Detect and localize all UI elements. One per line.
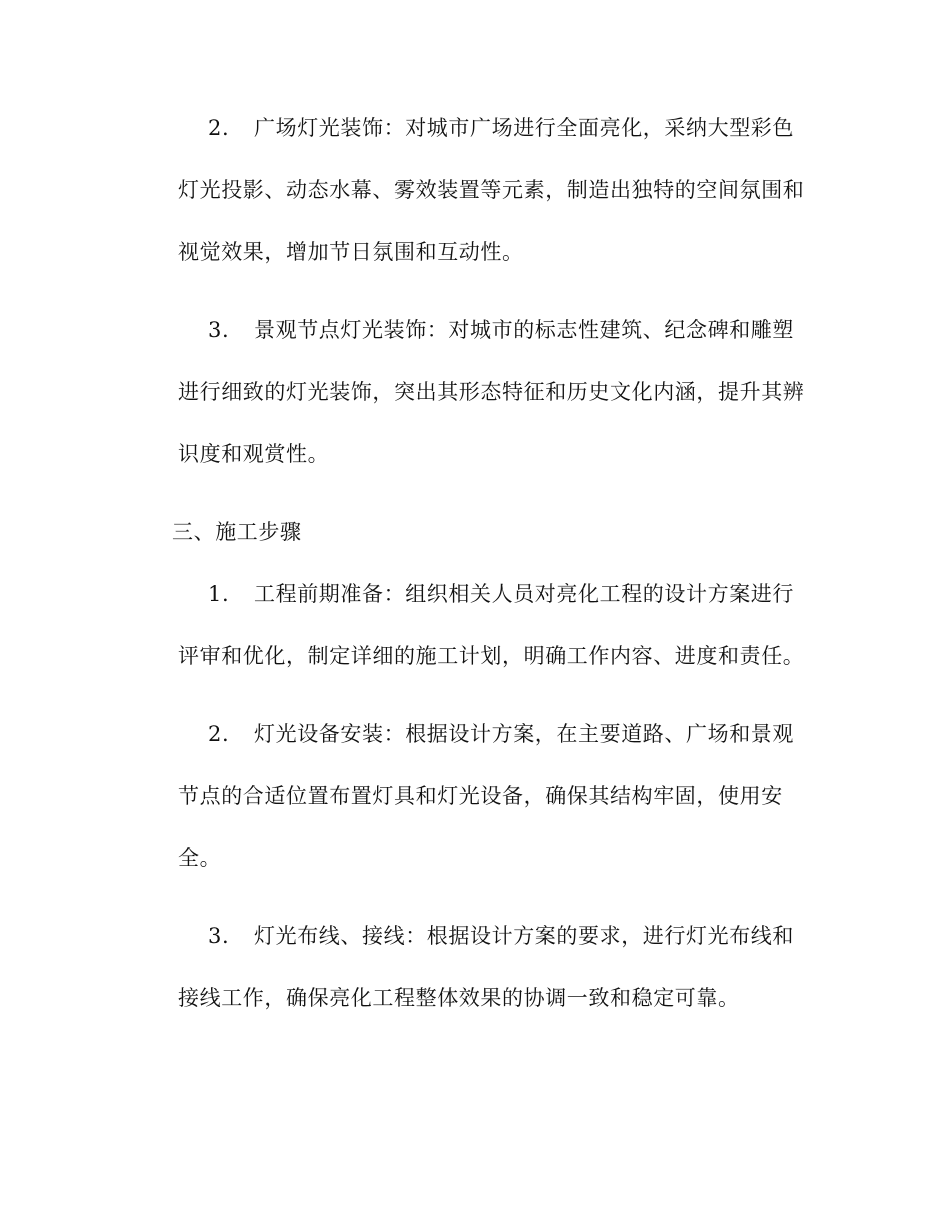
paragraph-text: 灯光设备安装：根据设计方案，在主要道路、广场和景观	[254, 722, 794, 746]
paragraph-line: 评审和优化，制定详细的施工计划，明确工作内容、进度和责任。	[178, 644, 805, 668]
paragraph-first-line	[208, 719, 794, 749]
paragraph-text: 工程前期准备：组织相关人员对亮化工程的设计方案进行	[254, 582, 794, 606]
paragraph-text: 景观节点灯光装饰：对城市的标志性建筑、纪念碑和雕塑	[254, 318, 794, 342]
paragraph-line: 进行细致的灯光装饰，突出其形态特征和历史文化内涵，提升其辨	[178, 380, 805, 404]
paragraph-text: 灯光布线、接线：根据设计方案的要求，进行灯光布线和	[254, 924, 794, 948]
paragraph-first-line	[208, 113, 794, 143]
section-heading: 三、施工步骤	[172, 520, 302, 544]
list-number: 2.	[208, 116, 230, 140]
paragraph-first-line	[208, 315, 794, 345]
paragraph-line: 节点的合适位置布置灯具和灯光设备，确保其结构牢固，使用安	[178, 784, 783, 808]
paragraph-first-line	[208, 921, 794, 951]
paragraph-line: 识度和观赏性。	[178, 442, 330, 466]
paragraph-line: 视觉效果，增加节日氛围和互动性。	[178, 240, 524, 264]
paragraph-line: 灯光投影、动态水幕、雾效装置等元素，制造出独特的空间氛围和	[178, 178, 805, 202]
list-number: 3.	[208, 318, 230, 342]
paragraph-text: 广场灯光装饰：对城市广场进行全面亮化，采纳大型彩色	[254, 116, 794, 140]
paragraph-line: 全。	[178, 846, 222, 870]
paragraph-line: 接线工作，确保亮化工程整体效果的协调一致和稳定可靠。	[178, 986, 740, 1010]
list-number: 3.	[208, 924, 230, 948]
paragraph-first-line	[208, 579, 794, 609]
list-number: 1.	[208, 582, 230, 606]
list-number: 2.	[208, 722, 230, 746]
